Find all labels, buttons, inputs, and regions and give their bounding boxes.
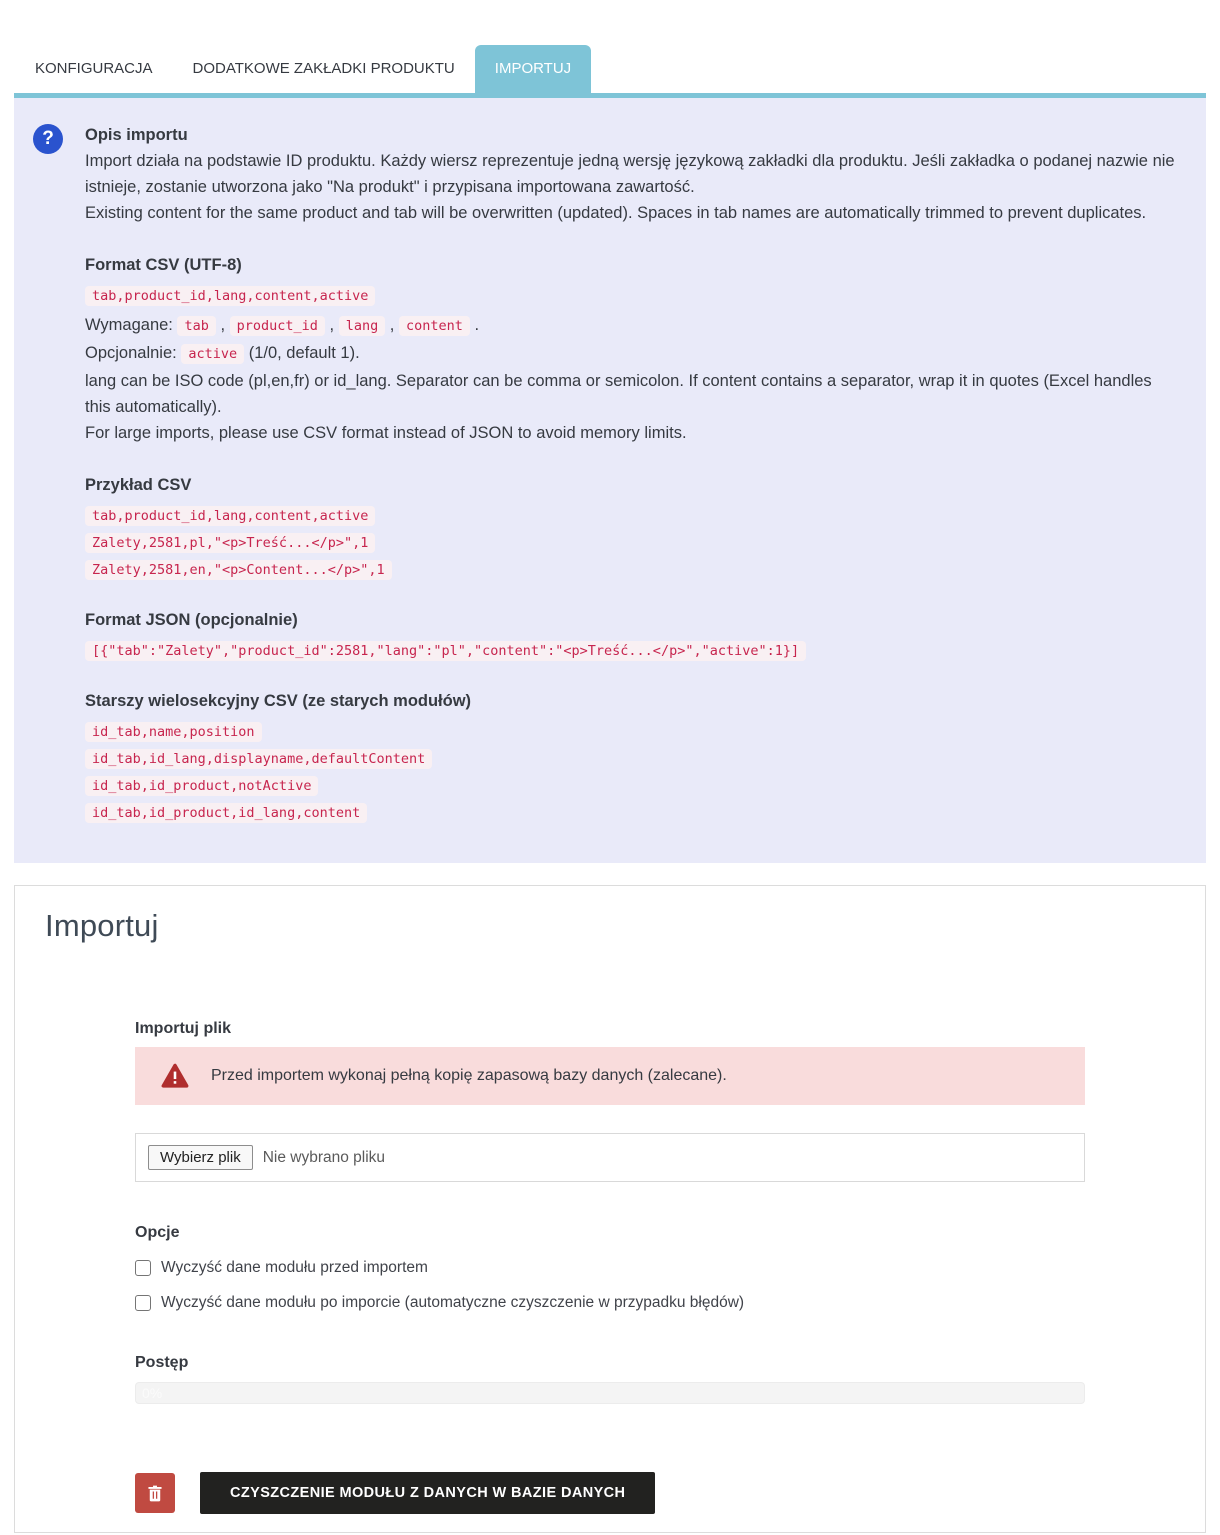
legacy-csv-line [85,721,1175,743]
file-input[interactable] [135,1133,1085,1182]
page [0,45,1220,1533]
clear-before-import-checkbox[interactable] [135,1260,151,1276]
separator: , [324,316,339,334]
help-title: Opis importu [85,126,188,144]
csv-header-code: tab,product_id,lang,content,active [85,286,375,306]
checkbox-label: Wyczyść dane modułu po imporcie (automatyczne czyszczenie w przypadku błędów) [161,1294,745,1311]
required-field-product-id: product_id [230,316,325,336]
legacy-csv-title: Starszy wielosekcyjny CSV (ze starych modułów) [85,692,472,710]
clear-after-import-checkbox[interactable] [135,1295,151,1311]
page-title: Importuj [45,908,159,943]
csv-example-line [85,505,1175,527]
csv-format-title: Format CSV (UTF-8) [85,256,242,274]
legacy-csv-code-3: id_tab,id_product,notActive [85,776,318,796]
csv-example-code-2: Zalety,2581,pl,"<p>Treść...</p>",1 [85,533,375,553]
help-paragraph-1: Import działa na podstawie ID produktu. Każdy wiersz reprezentuje jedną wersję językową zakładki dla produktu. Jeśli zakładka o podanej nazwie nie istnieje, zostanie utworzona jako "Na produkt" i przypisana importowana zawartość. [85,152,1175,196]
progress-label: Postęp [135,1354,189,1371]
options-label: Opcje [135,1224,180,1241]
legacy-csv-code-1: id_tab,name,position [85,722,262,742]
csv-example-line [85,532,1175,554]
csv-note-2: For large imports, please use CSV format instead of JSON to avoid memory limits. [85,424,687,442]
backup-warning-banner [135,1047,1085,1105]
csv-example-line [85,559,1175,581]
help-paragraph-2: Existing content for the same product and tab will be overwritten (updated). Spaces in tab names are automatically trimmed to prevent duplicates. [85,204,1147,222]
progress-value: 0% [142,1385,163,1401]
clear-database-icon-button[interactable] [135,1473,175,1513]
legacy-csv-code-2: id_tab,id_lang,displayname,defaultContent [85,749,432,769]
optional-suffix: (1/0, default 1). [244,344,360,362]
required-field-content: content [399,316,470,336]
required-field-lang: lang [339,316,386,336]
clear-module-data-button[interactable]: CZYSZCZENIE MODUŁU Z DANYCH W BAZIE DANYCH [200,1472,655,1514]
legacy-csv-line [85,802,1175,824]
import-file-label: Importuj plik [135,1020,231,1037]
optional-label: Opcjonalnie: [85,344,177,362]
csv-required-line [85,312,1175,340]
choose-file-button[interactable]: Wybierz plik [148,1145,253,1170]
legacy-csv-code-4: id_tab,id_product,id_lang,content [85,803,367,823]
csv-optional-line [85,340,1175,368]
csv-note-1: lang can be ISO code (pl,en,fr) or id_lang. Separator can be comma or semicolon. If content contains a separator, wrap it in quotes (Excel handles this automatically). [85,372,1152,416]
help-content [85,122,1175,829]
json-format-code: [{"tab":"Zalety","product_id":2581,"lang":"pl","content":"<p>Treść...</p>","active":1}] [85,641,806,661]
actions-row [135,1472,1085,1514]
tab-konfiguracja[interactable]: KONFIGURACJA [35,60,153,77]
json-format-title: Format JSON (opcjonalnie) [85,611,298,629]
required-field-tab: tab [177,316,215,336]
csv-format-header-line [85,285,1175,307]
legacy-csv-line [85,775,1175,797]
separator: , [385,316,399,334]
tab-importuj[interactable]: IMPORTUJ [475,45,591,93]
clear-before-import-row[interactable] [135,1259,1085,1277]
file-status-text: Nie wybrano pliku [262,1148,386,1166]
trash-icon [147,1485,163,1502]
clear-after-import-row[interactable] [135,1294,1085,1312]
separator: . [469,316,480,334]
import-form [135,1020,1085,1514]
legacy-csv-line [85,748,1175,770]
tab-bar [0,45,1220,93]
question-mark-icon: ? [33,124,63,154]
csv-example-code-3: Zalety,2581,en,"<p>Content...</p>",1 [85,560,392,580]
required-label: Wymagane: [85,316,173,334]
warning-triangle-icon [161,1063,189,1089]
separator: , [215,316,230,334]
optional-field-active: active [181,344,244,364]
progress-bar [135,1382,1085,1404]
import-card [14,885,1206,1533]
tab-dodatkowe-zakladki-produktu[interactable]: DODATKOWE ZAKŁADKI PRODUKTU [192,60,455,77]
csv-example-code-1: tab,product_id,lang,content,active [85,506,375,526]
import-help-panel [14,98,1206,863]
checkbox-label: Wyczyść dane modułu przed importem [161,1259,428,1276]
csv-example-title: Przykład CSV [85,476,192,494]
json-format-line [85,640,1175,662]
warning-text: Przed importem wykonaj pełną kopię zapasową bazy danych (zalecane). [211,1067,727,1084]
